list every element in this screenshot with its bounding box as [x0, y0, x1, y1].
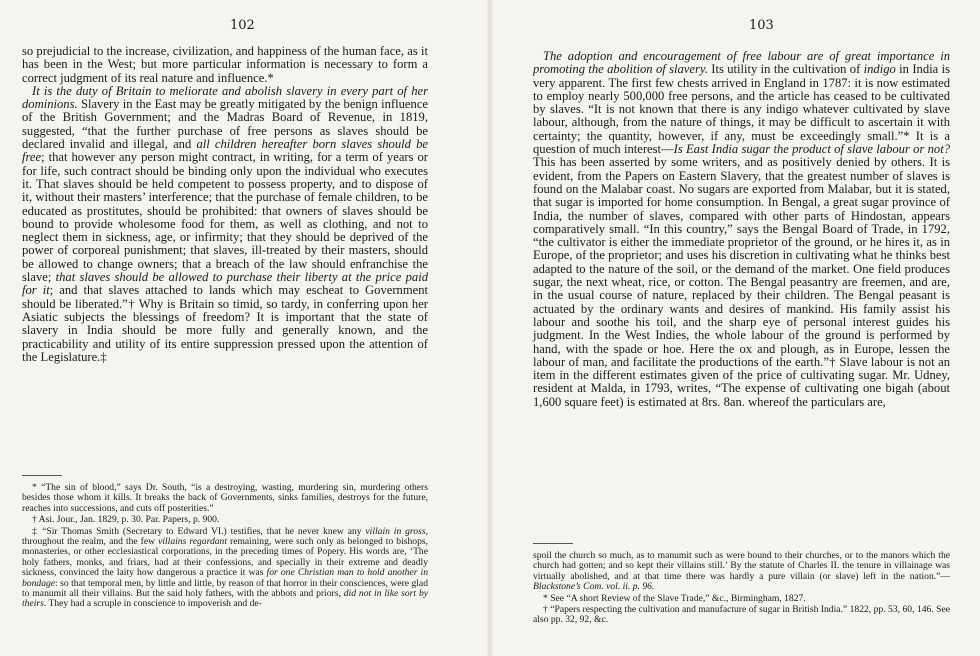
- page-number-left: 102: [230, 18, 255, 33]
- footnote-short-review: * See “A short Review of the Slave Trade,” &c., Birmingham, 1827.: [543, 592, 806, 604]
- footnote-thomas-smith: [22, 527, 428, 610]
- right-footnotes: [533, 551, 950, 627]
- footnote-italic: villain in gross: [365, 525, 426, 537]
- right-page: [490, 0, 980, 656]
- right-text-segment-3: This has been asserted by some writers, and as positively denied by others. It is evident, from the Papers on Eastern Slavery, that the greatest number of slaves is found on the Malabar coast. No sugars are exported from Malabar, but it is stated, that sugar is imported for home consumption. In Bengal, a great sugar province of India, the number of slaves, compared with other parts of Hindostan, appears comparatively small. “In this country,” says the Bengal Board of Trade, in 1792, “the cultivator is either the immediate proprietor of the ground, or he hires it, as in Europe, of the proprietor; and uses his discretion in cultivating what he thinks best adapted to the nature of the soil, or the demand of the market. One field produces sugar, the next wheat, rice, or cotton. The Bengal peasantry are freemen, and are, in the usual course of nature, replaced by their children. The Bengal peasant is actuated by the ordinary wants and desires of mankind. His family assist his labour and soothe his toil, and the sharp eye of personal interest guides his judgment. In the West Indies, the whole labour of the ground is performed by hand, with the spade or hoe. Here the ox and plough, as in Europe, lessen the labour of man, and facilitate the productions of the earth.”† Slave labour is not an item in the different estimates given of the price of cultivating sugar. Mr. Udney, resident at Malda, in 1793, writes, “The expense of cultivating one bigah (about 1,600 square feet) is estimated at 8rs. 8an. whereof the particulars are,: [533, 155, 950, 409]
- footnote-sugar-papers: † “Papers respecting the cultivation and manufacture of sugar in British India.” 1822, pp. 53, 60, 146. See also pp. 32, 92, &c.: [533, 604, 950, 626]
- footnote-sin-of-blood: * “The sin of blood,” says Dr. South, “is a destroying, wasting, murdering sin, murdering others besides those whom it kills. It breaks the back of Governments, sinks families, destroys for the future, reaches into successions, and cuts off posterities.”: [22, 482, 428, 514]
- left-text-segment-1: Slavery in the East may be greatly mitigated by the benign influence of the British Government; and the Madras Board of Revenue, in 1819, suggested, “that the further purchase of free persons as slaves should be declared invalid and illegal, and: [22, 97, 428, 152]
- left-text-segment-3: ; and that slaves attached to lands which may escheat to Government should be liberated.”† Why is Britain so timid, so tardy, in conferring upon her Asiatic subjects the blessings of freedom? It is important that the state of slavery in India should be more fully and generally known, and the practicability and utility of its entire suppression pressed upon the attention of the Legislature.‡: [22, 283, 428, 364]
- left-paragraph-1: so prejudicial to the increase, civilization, and happiness of the human face, as it has been in the West; but more particular information is necessary to form a correct judgment of its real nature and influence.*: [22, 44, 428, 85]
- right-italic-sugar-question: Is East India sugar the product of slave labour or not?: [673, 142, 951, 157]
- left-italic-liberty: that slaves should be allowed to purchase their liberty at the price paid for it: [22, 270, 429, 298]
- footnote-italic: villains regardant: [158, 536, 227, 548]
- left-text-segment-2: ; that however any person might contract, in writing, for a term of years or for life, such contract should be binding only upon the individual who executes it. That slaves should be held competent to possess property, and to dispose of it, without their masters’ interference; that the purchase of female children, to be educated as prostitutes, should be prohibited: that owners of slaves should be bound to provide wholesome food for them, as well as clothing, and not to neglect them in sickness, age, or infirmity; that they should be deprived of the power of corporeal punishment; that slaves, ill-treated by their masters, should be allowed to change owners; that a breach of the law should enfranchise the slave;: [22, 150, 428, 285]
- footnote-segment: . They had a scruple in conscience to impoverish and de-: [43, 598, 262, 610]
- right-italic-indigo: indigo: [863, 62, 896, 77]
- page-number-right: 103: [749, 18, 774, 33]
- left-footnotes: [22, 483, 428, 611]
- footnote-rule-right: [533, 543, 573, 544]
- footnote-segment: ‡ “Sir Thomas Smith (Secretary to Edward VI.) testifies, that he never knew any: [32, 525, 366, 537]
- footnote-segment: remaining, were such only as belonged to bishops, monasteries, or other ecclesiastical corporations, in the preceding times of Popery. His words are, ‘The holy fathers, monks, and friars, had at their confessions, and specially in their extreme and deadly sickness, convinced the laity how dangerous a practice it was: [22, 536, 428, 579]
- footnote-italic: did not in like sort by theirs: [22, 588, 428, 610]
- footnote-continuation: [533, 551, 950, 593]
- footnote-asi-jour: † Asi. Jour., Jan. 1829, p. 30. Par. Papers, p. 900.: [32, 514, 220, 526]
- footnote-segment: spoil the church so much, as to manumit such as were bound to their churches, or to the manors which the church had gotten; and so kept their villains still.’ By the statute of Charles II. the tenure in villainage was virtually abolished, and at that time there was hardly a pure villain (or slave) left in the nation.”—: [533, 550, 950, 582]
- footnote-italic: Blackstone’s Com. vol. ii. p. 96.: [533, 581, 655, 593]
- right-body-text: [533, 50, 950, 409]
- footnote-rule-left: [22, 475, 62, 476]
- left-body-text: [22, 45, 428, 364]
- footnote-segment: , throughout the realm, and the few: [22, 525, 428, 548]
- right-text-segment-2: in India is very apparent. The first few chests arrived in England in 1787: it is now estimated to employ nearly 500,000 free persons, and the article has ceased to be cultivated by slaves. “It is not known that there is any indigo whatever cultivated by slave labour, although, from the nature of things, it may be difficult to ascertain it with certainty; the quantity, however, if any, must be exceedingly small.”* It is a question of much interest—: [533, 62, 950, 157]
- left-italic-children: all children hereafter born slaves should be free: [22, 137, 428, 165]
- right-italic-free-labour: The adoption and encouragement of free labour are of great importance in promoting the abolition of slavery.: [533, 49, 950, 77]
- right-text-segment-1: Its utility in the cultivation of: [707, 62, 864, 77]
- footnote-italic: for one Christian man to hold another in bondage: [22, 567, 429, 589]
- footnote-segment: : so that temporal men, by little and little, by reason of that horror in their consciences, were glad to manumit all their villains. But the said holy fathers, with the abbots and priors,: [22, 577, 428, 600]
- left-italic-duty: It is the duty of Britain to meliorate and abolish slavery in every part of her dominions.: [22, 83, 428, 112]
